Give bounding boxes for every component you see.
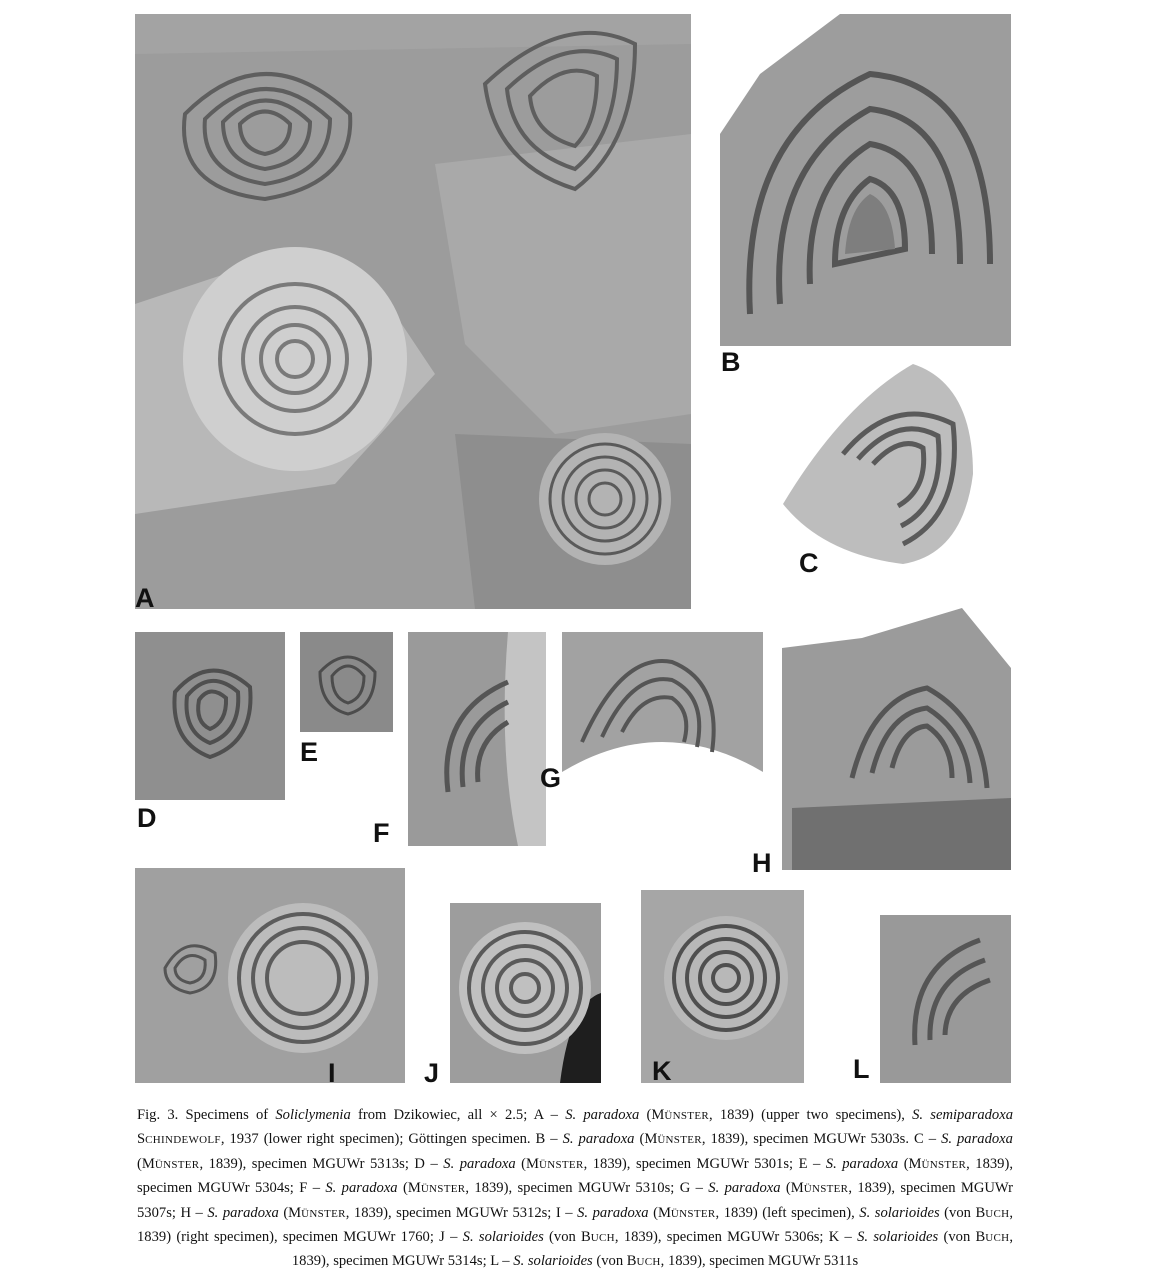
panel-b-photo <box>720 14 1011 346</box>
caption-segment: (M <box>137 1155 155 1172</box>
caption-segment: ÜNSTER <box>154 1158 200 1171</box>
caption-segment: , 1839), specimen MGUWr 5306s; K – <box>614 1229 858 1246</box>
panel-label-k: K <box>652 1056 672 1086</box>
panel-label-g: G <box>540 763 562 793</box>
panel-e-photo <box>300 632 393 732</box>
caption-segment: S. paradoxa <box>565 1107 640 1123</box>
fossil-plate-j-image <box>450 903 601 1083</box>
caption-segment: Soliclymenia <box>275 1107 351 1123</box>
caption-segment: UCH <box>590 1232 615 1245</box>
caption-segment: ÜNSTER <box>657 1134 702 1147</box>
caption-segment: S. paradoxa <box>577 1204 649 1221</box>
caption-segment: S. paradoxa <box>708 1180 781 1197</box>
figure-caption <box>137 1104 1013 1275</box>
caption-segment: UCH <box>985 1207 1010 1220</box>
panel-f-photo <box>408 632 546 846</box>
caption-segment: (M <box>639 1107 665 1123</box>
caption-segment: Fig. 3. Specimens of <box>137 1107 276 1123</box>
caption-segment: S. solarioides <box>859 1204 940 1221</box>
caption-segment: , 1839) (left specimen), <box>715 1204 860 1221</box>
panel-h-photo <box>782 608 1011 870</box>
caption-segment: ÜNSTER <box>539 1158 584 1171</box>
caption-segment: (von B <box>543 1229 591 1246</box>
caption-segment: , 1839), specimen MGUWr 5314s; L – <box>291 1229 1014 1270</box>
caption-segment: , 1839), specimen MGUWr 5304s; F – <box>137 1155 1013 1197</box>
panel-d-photo <box>135 632 285 800</box>
caption-segment: , 1839), specimen MGUWr 5303s. C – <box>701 1131 942 1148</box>
panel-j-photo <box>450 903 601 1083</box>
panel-g-photo <box>562 632 763 798</box>
caption-segment: CHINDEWOLF <box>145 1134 221 1147</box>
caption-segment: S <box>137 1131 146 1148</box>
fossil-plate-i-image <box>135 868 405 1083</box>
caption-segment: (M <box>780 1180 804 1197</box>
caption-segment: from Dzikowiec, all × 2.5; A – <box>350 1107 566 1123</box>
caption-segment: UCH <box>985 1232 1010 1245</box>
caption-segment: S. semiparadoxa <box>912 1107 1013 1123</box>
fossil-plate-c-image <box>783 364 981 569</box>
fossil-plate-g-image <box>562 632 763 798</box>
caption-segment: , 1839), specimen MGUWr 5301s; E – <box>583 1155 826 1172</box>
caption-segment: , 1839) (right specimen), specimen MGUWr 1760; J – <box>137 1204 1013 1246</box>
panel-label-e: E <box>300 737 319 767</box>
panel-label-c: C <box>799 548 819 578</box>
panel-label-i: I <box>328 1058 336 1088</box>
caption-segment: (M <box>515 1155 539 1172</box>
caption-segment: (M <box>648 1204 671 1221</box>
caption-segment: (von B <box>939 1204 986 1221</box>
panel-i-photo <box>135 868 405 1083</box>
caption-segment: S. paradoxa <box>941 1131 1013 1148</box>
fossil-plate-b-image <box>720 14 1011 346</box>
fossil-plate-f-image <box>408 632 546 846</box>
caption-segment: ÜNSTER <box>670 1207 716 1220</box>
panel-l-photo <box>880 915 1011 1083</box>
caption-segment: , 1839), specimen MGUWr 5310s; G – <box>465 1180 709 1197</box>
panel-label-d: D <box>137 803 157 833</box>
fossil-plate-k-image <box>641 890 804 1086</box>
caption-segment: (von B <box>592 1253 637 1270</box>
fossil-plate-l-image <box>880 915 1011 1083</box>
fossil-plate-a-image <box>135 14 691 609</box>
panel-label-l: L <box>853 1054 870 1084</box>
caption-segment: , 1839) (upper two specimens), <box>708 1107 913 1123</box>
caption-segment: ÜNSTER <box>420 1183 466 1196</box>
fossil-plate-d-image <box>135 632 285 800</box>
caption-segment: , 1839), specimen MGUWr 5313s; D – <box>199 1155 444 1172</box>
caption-segment: , 1839), specimen MGUWr 5311s <box>660 1253 859 1270</box>
caption-segment: (M <box>278 1204 302 1221</box>
caption-segment: ÜNSTER <box>803 1183 849 1196</box>
panel-label-h: H <box>752 848 772 878</box>
caption-segment: S. solarioides <box>513 1253 593 1270</box>
caption-segment: ÜNSTER <box>301 1207 346 1220</box>
caption-segment: , 1937 (lower right specimen); Göttingen specimen. B – <box>220 1131 563 1148</box>
caption-segment: S. solarioides <box>857 1229 939 1246</box>
caption-segment: S. paradoxa <box>825 1155 899 1172</box>
fossil-plate-h-image <box>782 608 1011 870</box>
fossil-plate-e-image <box>300 632 393 732</box>
caption-segment: (M <box>634 1131 658 1148</box>
caption-segment: (M <box>397 1180 421 1197</box>
panel-label-b: B <box>721 347 741 377</box>
panel-label-f: F <box>373 818 390 848</box>
caption-segment: UCH <box>636 1256 661 1269</box>
caption-segment: S. solarioides <box>462 1229 544 1246</box>
panel-label-a: A <box>135 583 155 613</box>
caption-segment: S. paradoxa <box>443 1155 516 1172</box>
caption-segment: (M <box>898 1155 922 1172</box>
caption-segment: (von B <box>938 1229 986 1246</box>
caption-segment: S. paradoxa <box>562 1131 635 1148</box>
panel-label-j: J <box>424 1058 440 1088</box>
caption-segment: S. paradoxa <box>325 1180 398 1197</box>
caption-segment: , 1839), specimen MGUWr 5312s; I – <box>345 1204 578 1221</box>
panel-k-photo <box>641 890 804 1086</box>
caption-segment: , 1839), specimen MGUWr 5307s; H – <box>137 1180 1013 1221</box>
caption-segment: ÜNSTER <box>921 1158 967 1171</box>
caption-segment: ÜNSTER <box>664 1110 709 1122</box>
panel-c-photo <box>783 364 981 569</box>
caption-segment: S. paradoxa <box>207 1204 279 1221</box>
panel-a-photo <box>135 14 691 609</box>
